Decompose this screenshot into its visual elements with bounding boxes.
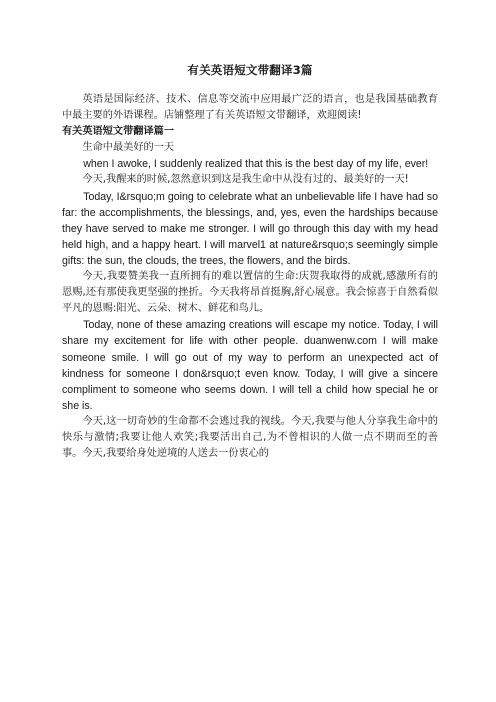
english-paragraph-3: Today, none of these amazing creations will escape my notice. Today, I will share my excitement for life with other people. duanwenw.com I will make someone smile. I will go out of my way to perform an unexpected act of kindness for someone I don&rsquo;t even know. Today, I will give a sincere compliment to someone who seems down. I will tell a child how special he or she is. <box>62 319 438 412</box>
english-paragraph-1: when I awoke, I suddenly realized that this is the best day of my life, ever! <box>83 158 429 171</box>
intro-paragraph: 英语是国际经济、技术、信息等交流中应用最广泛的语言，也是我国基础教育中最主要的外语课程。店铺整理了有关英语短文带翻译，欢迎阅读! <box>62 94 438 122</box>
section-heading: 有关英语短文带翻译篇一 <box>62 126 175 138</box>
section-subtitle: 生命中最美好的一天 <box>82 142 175 154</box>
english-paragraph-2: Today, I&rsquo;m going to celebrate what an unbelievable life I have had so far: the accomplishments, the blessings, and, yes, even the hardships because they have served to make me stronger. I will go through this day with my head held high, and a happy heart. I will marvel1 at nature&rsquo;s seemingly simple gifts: the sun, the clouds, the trees, the flowers, and the birds. <box>62 190 438 267</box>
chinese-paragraph-2: 今天,我要赞美我一直所拥有的难以置信的生命:庆贺我取得的成就,感激所有的恩赐,还有那使我更坚强的挫折。今天我将昂首挺胸,舒心展意。我会惊喜于自然看似平凡的恩赐:阳光、云朵、树木、鲜花和鸟儿。 <box>62 271 438 315</box>
chinese-paragraph-1: 今天,我醒来的时候,忽然意识到这是我生命中从没有过的、最美好的一天! <box>82 174 409 186</box>
chinese-paragraph-3: 今天,这一切奇妙的生命都不会逃过我的视线。今天,我要与他人分享我生命中的快乐与激情;我要让他人欢笑;我要活出自己,为不曾相识的人做一点不期而至的善事。今天,我要给身处逆境的人送去一份衷心的 <box>62 415 438 460</box>
document-title: 有关英语短文带翻译3篇 <box>187 63 313 77</box>
